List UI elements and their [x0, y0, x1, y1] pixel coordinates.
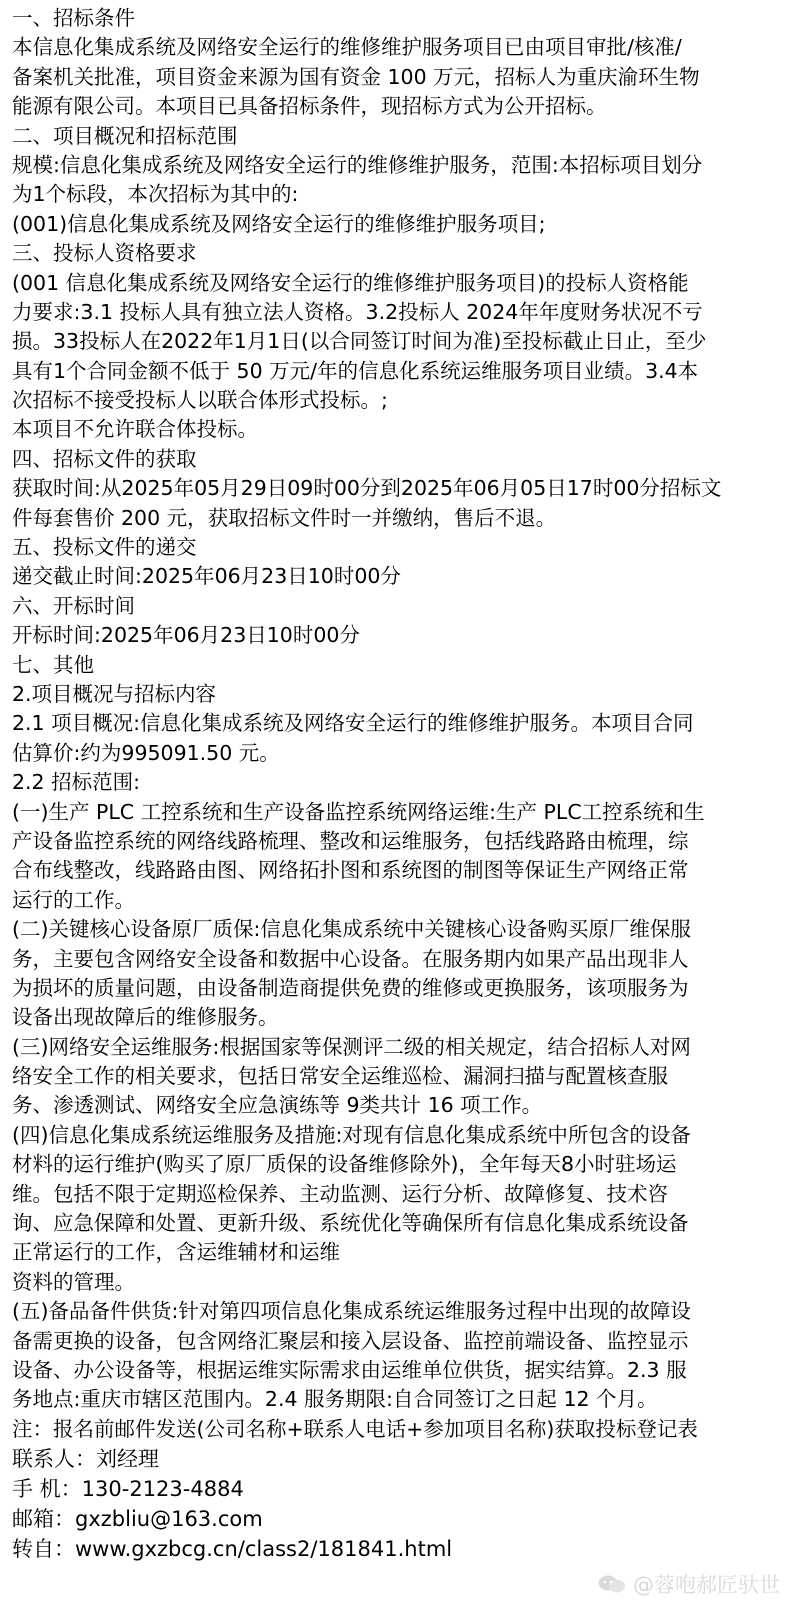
text-line: 络安全工作的相关要求，包括日常安全运维巡检、漏洞扫描与配置核查服: [12, 1064, 668, 1089]
text-line: (四)信息化集成系统运维服务及措施:对现有信息化集成系统中所包含的设备: [12, 1122, 691, 1147]
document-lines: [12, 4, 792, 1444]
contact-email: 邮箱：gxzbliu@163.com: [12, 1507, 263, 1532]
watermark-text: @蓉咆郝匠驮世: [633, 1573, 780, 1597]
text-line: (一)生产 PLC 工控系统和生产设备监控系统网络运维:生产 PLC工控系统和生: [12, 799, 705, 824]
text-line: 设备出现故障后的维修服务。: [12, 1005, 279, 1030]
text-line: 备案机关批准，项目资金来源为国有资金 100 万元，招标人为重庆渝环生物: [12, 64, 700, 89]
text-line: (三)网络安全运维服务:根据国家等保测评二级的相关规定，结合招标人对网: [12, 1034, 691, 1059]
text-line: 维。包括不限于定期巡检保养、主动监测、运行分析、故障修复、技术咨: [12, 1181, 668, 1206]
text-line: 2.1 项目概况:信息化集成系统及网络安全运行的维修维护服务。本项目合同: [12, 711, 694, 736]
text-line: (五)备品备件供货:针对第四项信息化集成系统运维服务过程中出现的故障设: [12, 1299, 691, 1324]
watermark: [597, 1569, 780, 1599]
text-line: 递交截止时间:2025年06月23日10时00分: [12, 564, 401, 589]
text-line: 运行的工作。: [12, 887, 135, 912]
text-line: 本项目不允许联合体投标。: [12, 417, 258, 442]
text-line: 能源有限公司。本项目已具备招标条件，现招标方式为公开招标。: [12, 94, 607, 119]
text-line: 损。33投标人在2022年1月1日(以合同签订时间为准)至投标截止日止，至少: [12, 329, 707, 354]
text-line: 四、招标文件的获取: [12, 446, 197, 471]
text-line: 三、投标人资格要求: [12, 241, 197, 266]
text-line: 本信息化集成系统及网络安全运行的维修维护服务项目已由项目审批/核准/: [12, 35, 682, 60]
text-line: 力要求:3.1 投标人具有独立法人资格。3.2投标人 2024年年度财务状况不亏: [12, 299, 703, 324]
text-line: 2.项目概况与招标内容: [12, 681, 217, 706]
source-link: 转自：www.gxzbcg.cn/class2/181841.html: [12, 1537, 453, 1562]
text-line: 正常运行的工作，含运维辅材和运维: [12, 1240, 340, 1265]
text-line: 产设备监控系统的网络线路梳理、整改和运维服务，包括线路路由梳理，综: [12, 828, 689, 853]
text-line: 开标时间:2025年06月23日10时00分: [12, 623, 360, 648]
text-line: 五、投标文件的递交: [12, 535, 197, 560]
text-line: 注：报名前邮件发送(公司名称+联系人电话+参加项目名称)获取投标登记表: [12, 1416, 698, 1441]
text-line: 合布线整改，线路路由图、网络拓扑图和系统图的制图等保证生产网络正常: [12, 858, 689, 883]
text-line: 二、项目概况和招标范围: [12, 123, 238, 148]
text-line: (001 信息化集成系统及网络安全运行的维修维护服务项目)的投标人资格能: [12, 270, 689, 295]
text-line: 务地点:重庆市辖区范围内。2.4 服务期限:自合同签订之日起 12 个月。: [12, 1387, 658, 1412]
contact-person: 联系人：刘经理: [12, 1447, 159, 1472]
text-line: 规模:信息化集成系统及网络安全运行的维修维护服务，范围:本招标项目划分: [12, 152, 703, 177]
text-line: 备需更换的设备，包含网络汇聚层和接入层设备、监控前端设备、监控显示: [12, 1328, 689, 1353]
text-line: 为损坏的质量问题，由设备制造商提供免费的维修或更换服务，该项服务为: [12, 975, 689, 1000]
text-line: 件每套售价 200 元，获取招标文件时一并缴纳，售后不退。: [12, 505, 557, 530]
text-line: 六、开标时间: [12, 593, 135, 618]
text-line: 获取时间:从2025年05月29日09时00分到2025年06月05日17时00分招标文: [12, 476, 722, 501]
text-line: 务、渗透测试、网络安全应急演练等 9类共计 16 项工作。: [12, 1093, 543, 1118]
text-line: 次招标不接受投标人以联合体形式投标。;: [12, 388, 388, 413]
text-line: 一、招标条件: [12, 6, 135, 30]
text-line: 询、应急保障和处置、更新升级、系统优化等确保所有信息化集成系统设备: [12, 1211, 689, 1236]
chat-bubble-logo-icon: [597, 1573, 627, 1595]
text-line: 为1个标段，本次招标为其中的:: [12, 182, 299, 207]
text-line: (001)信息化集成系统及网络安全运行的维修维护服务项目;: [12, 211, 546, 236]
text-line: 估算价:约为995091.50 元。: [12, 740, 280, 765]
text-line: 七、其他: [12, 652, 94, 677]
contact-phone: 手 机：130-2123-4884: [12, 1477, 244, 1502]
text-line: (二)关键核心设备原厂质保:信息化集成系统中关键核心设备购买原厂维保服: [12, 917, 691, 942]
text-line: 材料的运行维护(购买了原厂质保的设备维修除外)，全年每天8小时驻场运: [12, 1152, 677, 1177]
text-line: 设备、办公设备等，根据运维实际需求由运维单位供货，据实结算。2.3 服: [12, 1357, 687, 1382]
text-line: 具有1个合同金额不低于 50 万元/年的信息化系统运维服务项目业绩。3.4本: [12, 358, 699, 383]
text-line: 2.2 招标范围:: [12, 770, 141, 795]
text-line: 务，主要包含网络安全设备和数据中心设备。在服务期内如果产品出现非人: [12, 946, 689, 971]
text-line: 资料的管理。: [12, 1269, 135, 1294]
document-body: [12, 4, 792, 1564]
